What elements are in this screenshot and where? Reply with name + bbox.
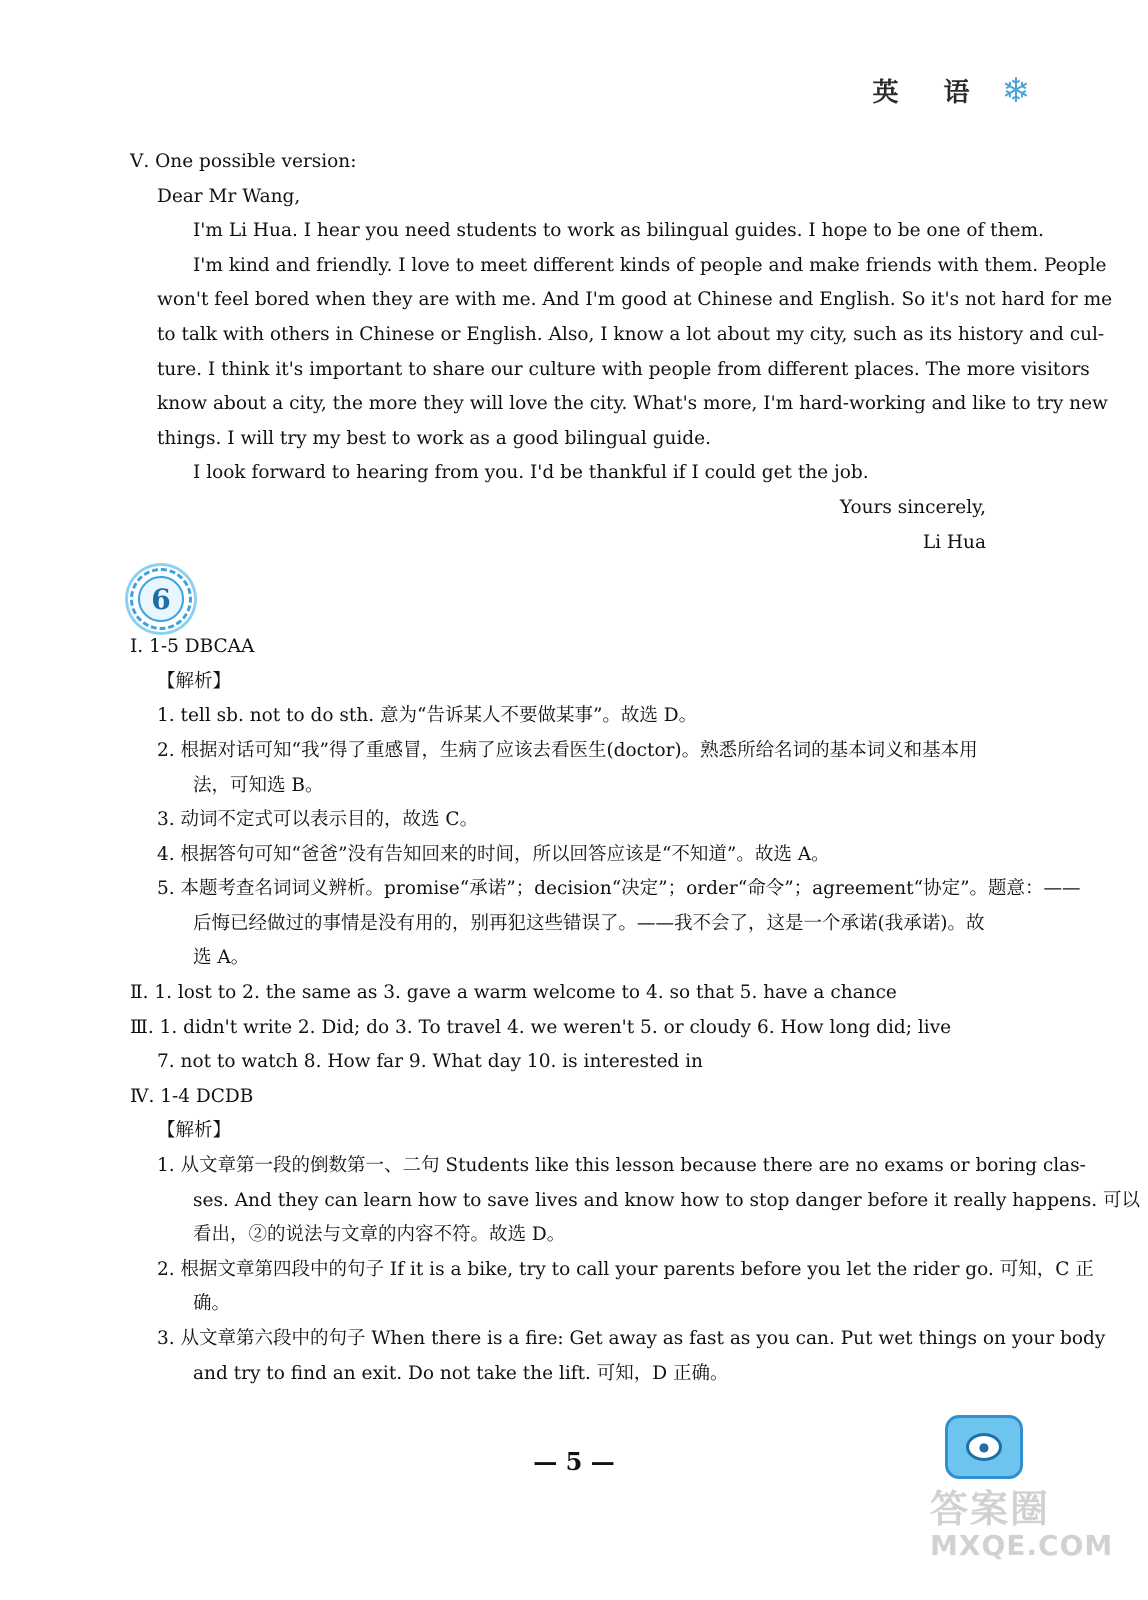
letter-closing: Yours sincerely, <box>839 496 986 518</box>
section4-line: 确。 <box>193 1293 231 1315</box>
letter-line: I'm kind and friendly. I love to meet different kinds of people and make friends with them. People <box>193 254 1107 276</box>
unit-badge <box>130 568 192 630</box>
letter-salutation: Dear Mr Wang, <box>157 185 301 207</box>
section4-line: 1. 从文章第一段的倒数第一、二句 Students like this lesson because there are no exams or boring clas- <box>157 1155 1086 1177</box>
section1-line: 4. 根据答句可知“爸爸”没有告知回来的时间，所以回答应该是“不知道”。故选 A。 <box>157 843 830 865</box>
section4-answer: Ⅳ. 1-4 DCDB <box>130 1085 254 1107</box>
section1-line: 2. 根据对话可知“我”得了重感冒，生病了应该去看医生(doctor)。熟悉所给名词的基本词义和基本用 <box>157 739 978 761</box>
letter-signature: Li Hua <box>922 531 986 553</box>
section3-answers: Ⅲ. 1. didn't write 2. Did; do 3. To travel 4. we weren't 5. or cloudy 6. How long did; live <box>130 1016 952 1038</box>
letter-line: ture. I think it's important to share our culture with people from different places. The more visitors <box>157 358 1090 380</box>
section1-line: 1. tell sb. not to do sth. 意为“告诉某人不要做某事”。故选 D。 <box>157 705 698 727</box>
section1-line: 选 A。 <box>193 947 250 969</box>
site-watermark <box>930 1478 1113 1562</box>
section4-line: 看出，②的说法与文章的内容不符。故选 D。 <box>193 1224 566 1246</box>
section4-line: 3. 从文章第六段中的句子 When there is a fire: Get away as fast as you can. Put wet things on your body <box>157 1328 1106 1349</box>
section1-line: 后悔已经做过的事情是没有用的，别再犯这些错误了。——我不会了，这是一个承诺(我承诺)。故 <box>193 912 985 934</box>
section2-answers: Ⅱ. 1. lost to 2. the same as 3. gave a warm welcome to 4. so that 5. have a chance <box>130 982 897 1004</box>
letter-heading: Ⅴ. One possible version: <box>130 151 357 172</box>
mascot-logo <box>945 1415 1023 1479</box>
section4-label: 【解析】 <box>157 1120 232 1142</box>
unit-number: 6 <box>138 576 184 622</box>
section1-line: 5. 本题考查名词词义辨析。promise“承诺”；decision“决定”；order“命令”；agreement“协定”。题意：—— <box>157 878 1081 900</box>
unit-badge-wrap <box>130 568 986 630</box>
section1-line: 法，可知选 B。 <box>193 774 324 796</box>
section1-label: 【解析】 <box>157 670 232 692</box>
letter-line: I look forward to hearing from you. I'd be thankful if I could get the job. <box>193 462 869 484</box>
mascot-eye-icon: ● <box>966 1433 1002 1461</box>
section4-line: 2. 根据文章第四段中的句子 If it is a bike, try to call your parents before you let the rider go. 可知，C 正 <box>157 1258 1094 1280</box>
page-header <box>872 72 1030 109</box>
section1-line: 3. 动词不定式可以表示目的，故选 C。 <box>157 809 479 831</box>
subject-title: 英 语 <box>872 78 988 108</box>
page-number: — 5 — <box>533 1447 615 1476</box>
section1-answer: Ⅰ. 1-5 DBCAA <box>130 636 255 658</box>
letter-line: things. I will try my best to work as a good bilingual guide. <box>157 427 711 449</box>
section4-line: ses. And they can learn how to save lives and know how to stop danger before it really happens. 可以 <box>193 1189 1141 1211</box>
letter-line: won't feel bored when they are with me. And I'm good at Chinese and English. So it's not hard for me <box>157 289 1113 311</box>
letter-line: I'm Li Hua. I hear you need students to work as bilingual guides. I hope to be one of them. <box>193 220 1044 242</box>
snowflake-icon: ❄ <box>1001 70 1030 111</box>
watermark-text: 答案圈 <box>930 1487 1051 1531</box>
section4-line: and try to find an exit. Do not take the lift. 可知，D 正确。 <box>193 1362 729 1384</box>
watermark-url: MXQE.COM <box>930 1529 1114 1562</box>
letter-line: to talk with others in Chinese or English. Also, I know a lot about my city, such as its history and cul- <box>157 323 1105 345</box>
page-content <box>130 145 1141 1391</box>
section3-answers-cont: 7. not to watch 8. How far 9. What day 10. is interested in <box>157 1051 703 1073</box>
letter-line: know about a city, the more they will love the city. What's more, I'm hard-working and like to try new <box>157 393 1108 415</box>
